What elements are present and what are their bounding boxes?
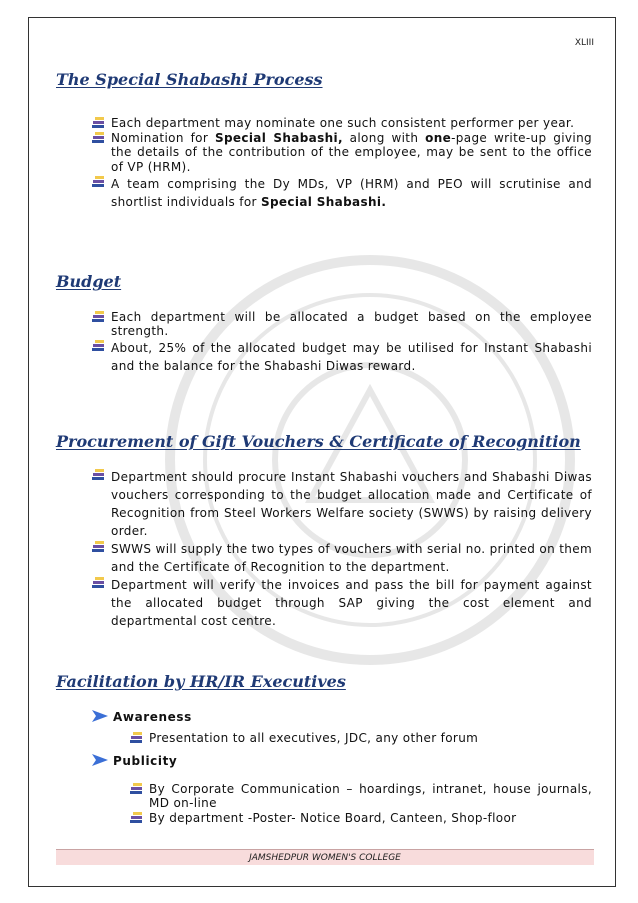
stacked-books-bullet-icon (92, 340, 105, 352)
stacked-books-bullet-icon (130, 812, 143, 824)
awareness-list (130, 731, 592, 745)
list-item (130, 731, 592, 745)
publicity-item-1: By Corporate Communication – hoardings, intranet, house journals, MD on-line (149, 782, 592, 811)
publicity-label: Publicity (113, 754, 178, 768)
budget-item-2: About, 25% of the allocated budget may be utilised for Instant Shabashi and the balance for the Shabashi Diwas reward. (111, 341, 592, 374)
page-footer: JAMSHEDPUR WOMEN'S COLLEGE (56, 849, 594, 865)
budget-item-1: Each department will be allocated a budget based on the employee strength. (111, 310, 592, 339)
list-item (130, 782, 592, 810)
stacked-books-bullet-icon (92, 541, 105, 553)
list-item (92, 468, 592, 540)
list-item (92, 116, 592, 130)
stacked-books-bullet-icon (130, 783, 143, 795)
chevron-arrow-icon (92, 754, 108, 766)
stacked-books-bullet-icon (92, 311, 105, 323)
process-list (92, 116, 592, 211)
list-item (130, 811, 592, 825)
chevron-arrow-icon (92, 710, 108, 722)
list-item (92, 339, 592, 375)
stacked-books-bullet-icon (92, 117, 105, 129)
publicity-list (130, 782, 592, 826)
section-title-budget: Budget (56, 272, 122, 291)
procurement-item-3: Department will verify the invoices and pass the bill for payment against the allocated budget through SAP giving the cost element and departmental cost centre. (111, 578, 592, 628)
publicity-item-2: By department -Poster- Notice Board, Canteen, Shop-floor (149, 811, 517, 826)
stacked-books-bullet-icon (92, 176, 105, 188)
section-title-facilitation: Facilitation by HR/IR Executives (56, 672, 346, 691)
section-title-special-shabashi-process: The Special Shabashi Process (56, 70, 323, 89)
process-item-2: Nomination for Special Shabashi, along with one-page write-up giving the details of the contribution of the employee, may be sent to the office of VP (HRM). (111, 131, 592, 174)
page-number: XLIII (574, 38, 594, 48)
section-title-procurement: Procurement of Gift Vouchers & Certificate of Recognition (56, 432, 581, 451)
stacked-books-bullet-icon (130, 732, 143, 744)
procurement-list (92, 468, 592, 630)
awareness-label: Awareness (113, 710, 192, 724)
awareness-item: Presentation to all executives, JDC, any other forum (149, 731, 479, 745)
procurement-item-2: SWWS will supply the two types of vouchers with serial no. printed on them and the Certificate of Recognition to the department. (111, 542, 592, 574)
budget-list (92, 310, 592, 375)
list-item (92, 175, 592, 211)
list-item (92, 131, 592, 174)
stacked-books-bullet-icon (92, 577, 105, 589)
stacked-books-bullet-icon (92, 469, 105, 481)
procurement-item-1: Department should procure Instant Shabashi vouchers and Shabashi Diwas vouchers corresponding to the budget allocation made and Certificate of Recognition from Steel Workers Welfare society (SWWS) by raising delivery order. (111, 470, 592, 538)
process-item-3: A team comprising the Dy MDs, VP (HRM) and PEO will scrutinise and shortlist individuals for Special Shabashi. (111, 176, 592, 209)
list-item (92, 310, 592, 338)
list-item (92, 540, 592, 576)
list-item (92, 576, 592, 630)
process-item-1: Each department may nominate one such consistent performer per year. (111, 116, 575, 130)
stacked-books-bullet-icon (92, 132, 105, 144)
